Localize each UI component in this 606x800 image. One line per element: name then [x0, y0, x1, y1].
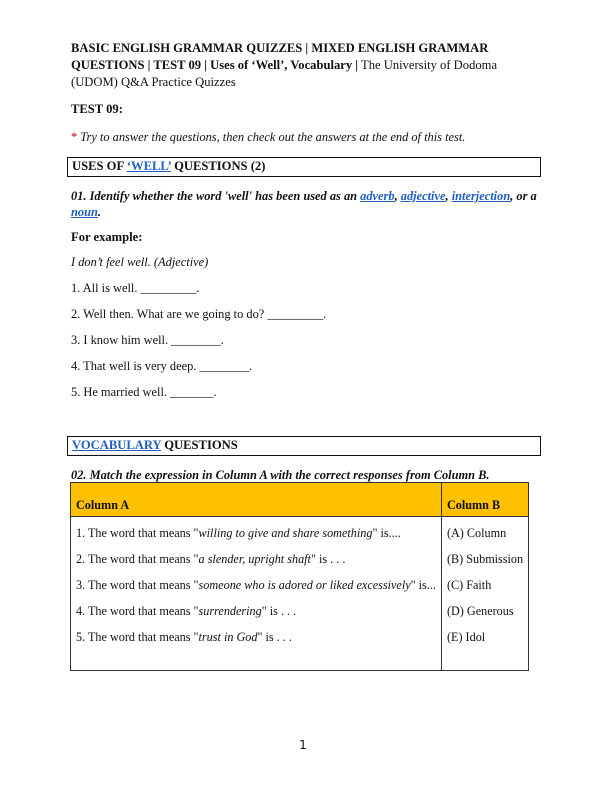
- item-definition: someone who is adored or liked excessively: [198, 578, 411, 592]
- list-item: 1. All is well. _________.: [71, 281, 200, 295]
- item-text: " is....: [372, 526, 401, 540]
- item-text: " is . . .: [310, 552, 346, 566]
- title-rest: The University of Dodoma (UDOM) Q&A Practice Quizzes: [71, 58, 498, 89]
- question-1: [71, 188, 541, 220]
- section1-suffix: QUESTIONS (2): [170, 159, 266, 173]
- matching-table: [70, 482, 529, 671]
- separator: ,: [394, 189, 401, 203]
- column-a-item: [76, 598, 436, 624]
- column-b-item: (C) Faith: [446, 578, 492, 592]
- item-text: " is . . .: [261, 604, 297, 618]
- column-b-item: (A) Column: [446, 526, 507, 540]
- instruction-text: Try to answer the questions, then check out the answers at the end of this test.: [77, 130, 466, 144]
- column-a-cell: [71, 517, 442, 671]
- item-text: 4. The word that means ": [76, 604, 199, 618]
- list-item: 2. Well then. What are we going to do? _________.: [71, 307, 327, 321]
- section-heading-vocabulary: [67, 436, 541, 456]
- section1-prefix: USES OF: [72, 159, 127, 173]
- interjection-link[interactable]: interjection: [451, 189, 511, 203]
- column-b-cell: [441, 517, 528, 671]
- question-2: 02. Match the expression in Column A with the correct responses from Column B.: [71, 468, 490, 482]
- document-title: [71, 40, 541, 91]
- asterisk: *: [71, 130, 78, 144]
- item-text: 5. The word that means ": [76, 630, 199, 644]
- for-example-label: For example:: [71, 230, 143, 244]
- instruction: [71, 130, 465, 145]
- list-item: 3. I know him well. ________.: [71, 333, 224, 347]
- item-text: 2. The word that means ": [76, 552, 199, 566]
- question1-prefix: 01. Identify whether the word 'well' has been used as an: [71, 189, 361, 203]
- period: .: [97, 205, 101, 219]
- table-header-row: [71, 483, 529, 517]
- title-bold: BASIC ENGLISH GRAMMAR QUIZZES | MIXED ENGLISH GRAMMAR QUESTIONS | TEST 09 | Uses of ‘Well’, Vocabulary |: [71, 41, 489, 72]
- vocabulary-link[interactable]: VOCABULARY: [72, 438, 162, 452]
- column-a-item: [76, 624, 436, 650]
- separator: , or a: [510, 189, 537, 203]
- noun-link[interactable]: noun: [71, 205, 98, 219]
- well-link[interactable]: ‘WELL’: [126, 159, 171, 173]
- test-label: TEST 09:: [71, 102, 123, 116]
- item-definition: willing to give and share something: [198, 526, 373, 540]
- item-definition: trust in God: [198, 630, 258, 644]
- item-text: " is . . .: [257, 630, 292, 644]
- page-number: 1: [299, 738, 307, 752]
- item-definition: a slender, upright shaft: [198, 552, 311, 566]
- item-text: 1. The word that means ": [76, 526, 199, 540]
- item-text: 3. The word that means ": [76, 578, 199, 592]
- table-row: [71, 517, 529, 671]
- section-heading-well: [67, 157, 541, 177]
- example-sentence: I don’t feel well. (Adjective): [71, 255, 209, 269]
- column-b-item: (B) Submission: [446, 552, 524, 566]
- column-b-header: Column B: [441, 483, 528, 517]
- column-a-header: Column A: [71, 483, 442, 517]
- section2-suffix: QUESTIONS: [161, 438, 238, 452]
- column-a-item: [76, 520, 436, 546]
- column-b-item: (E) Idol: [446, 630, 486, 644]
- column-a-item: [76, 546, 436, 572]
- list-item: 5. He married well. _______.: [71, 385, 217, 399]
- column-a-item: [76, 572, 436, 598]
- item-text: " is...: [410, 578, 436, 592]
- item-definition: surrendering: [198, 604, 262, 618]
- separator: ,: [445, 189, 452, 203]
- list-item: 4. That well is very deep. ________.: [71, 359, 253, 373]
- adjective-link[interactable]: adjective: [400, 189, 446, 203]
- adverb-link[interactable]: adverb: [360, 189, 395, 203]
- column-b-item: (D) Generous: [446, 604, 514, 618]
